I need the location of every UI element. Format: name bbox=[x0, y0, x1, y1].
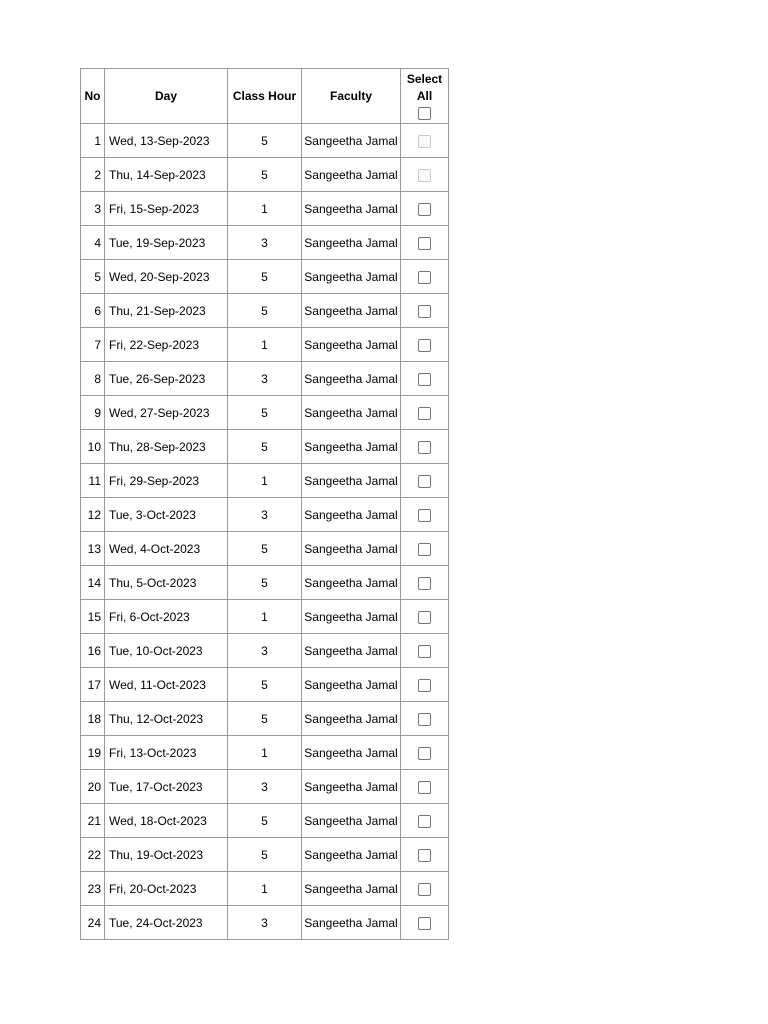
row-select-checkbox[interactable] bbox=[418, 305, 431, 318]
row-number: 22 bbox=[81, 838, 105, 872]
row-select-checkbox[interactable] bbox=[418, 781, 431, 794]
row-faculty: Sangeetha Jamal bbox=[302, 396, 401, 430]
row-select-checkbox bbox=[418, 169, 431, 182]
row-class-hour: 3 bbox=[228, 770, 302, 804]
row-class-hour: 5 bbox=[228, 158, 302, 192]
row-day: Tue, 24-Oct-2023 bbox=[105, 906, 228, 940]
row-class-hour: 1 bbox=[228, 192, 302, 226]
row-select-checkbox[interactable] bbox=[418, 611, 431, 624]
row-day: Thu, 12-Oct-2023 bbox=[105, 702, 228, 736]
row-select-checkbox[interactable] bbox=[418, 747, 431, 760]
row-day: Wed, 11-Oct-2023 bbox=[105, 668, 228, 702]
row-faculty: Sangeetha Jamal bbox=[302, 464, 401, 498]
row-class-hour: 1 bbox=[228, 328, 302, 362]
row-number: 21 bbox=[81, 804, 105, 838]
row-class-hour: 3 bbox=[228, 906, 302, 940]
row-select-checkbox[interactable] bbox=[418, 271, 431, 284]
row-select-cell bbox=[401, 430, 449, 464]
table-row bbox=[81, 498, 449, 532]
row-class-hour: 1 bbox=[228, 872, 302, 906]
row-faculty: Sangeetha Jamal bbox=[302, 872, 401, 906]
row-faculty: Sangeetha Jamal bbox=[302, 124, 401, 158]
row-number: 3 bbox=[81, 192, 105, 226]
row-select-cell bbox=[401, 838, 449, 872]
row-number: 15 bbox=[81, 600, 105, 634]
row-class-hour: 5 bbox=[228, 838, 302, 872]
row-day: Fri, 20-Oct-2023 bbox=[105, 872, 228, 906]
row-select-cell bbox=[401, 396, 449, 430]
row-number: 8 bbox=[81, 362, 105, 396]
row-faculty: Sangeetha Jamal bbox=[302, 226, 401, 260]
header-day: Day bbox=[105, 69, 228, 124]
row-number: 10 bbox=[81, 430, 105, 464]
row-select-checkbox[interactable] bbox=[418, 543, 431, 556]
row-select-checkbox[interactable] bbox=[418, 917, 431, 930]
row-number: 18 bbox=[81, 702, 105, 736]
table-row bbox=[81, 226, 449, 260]
row-day: Tue, 19-Sep-2023 bbox=[105, 226, 228, 260]
row-faculty: Sangeetha Jamal bbox=[302, 770, 401, 804]
row-select-cell bbox=[401, 634, 449, 668]
class-schedule-table bbox=[80, 68, 449, 940]
table-row bbox=[81, 804, 449, 838]
row-faculty: Sangeetha Jamal bbox=[302, 532, 401, 566]
row-faculty: Sangeetha Jamal bbox=[302, 158, 401, 192]
row-day: Wed, 20-Sep-2023 bbox=[105, 260, 228, 294]
row-select-checkbox[interactable] bbox=[418, 237, 431, 250]
row-day: Thu, 19-Oct-2023 bbox=[105, 838, 228, 872]
row-select-cell bbox=[401, 736, 449, 770]
row-day: Wed, 27-Sep-2023 bbox=[105, 396, 228, 430]
table-row bbox=[81, 872, 449, 906]
row-faculty: Sangeetha Jamal bbox=[302, 600, 401, 634]
table-row bbox=[81, 906, 449, 940]
table-row bbox=[81, 124, 449, 158]
row-day: Fri, 22-Sep-2023 bbox=[105, 328, 228, 362]
table-row bbox=[81, 668, 449, 702]
table-row bbox=[81, 430, 449, 464]
row-day: Wed, 18-Oct-2023 bbox=[105, 804, 228, 838]
select-all-label-line2: All bbox=[416, 88, 433, 103]
row-number: 24 bbox=[81, 906, 105, 940]
row-select-checkbox[interactable] bbox=[418, 373, 431, 386]
table-row bbox=[81, 634, 449, 668]
row-day: Thu, 14-Sep-2023 bbox=[105, 158, 228, 192]
row-select-cell bbox=[401, 804, 449, 838]
row-number: 5 bbox=[81, 260, 105, 294]
row-select-cell bbox=[401, 328, 449, 362]
row-select-checkbox[interactable] bbox=[418, 679, 431, 692]
row-select-cell bbox=[401, 362, 449, 396]
row-select-checkbox[interactable] bbox=[418, 713, 431, 726]
table-row bbox=[81, 566, 449, 600]
table-row bbox=[81, 328, 449, 362]
select-all-label-line1: Select bbox=[406, 71, 443, 86]
row-select-checkbox[interactable] bbox=[418, 577, 431, 590]
row-faculty: Sangeetha Jamal bbox=[302, 498, 401, 532]
row-class-hour: 5 bbox=[228, 396, 302, 430]
table-row bbox=[81, 600, 449, 634]
row-number: 1 bbox=[81, 124, 105, 158]
row-select-checkbox[interactable] bbox=[418, 815, 431, 828]
table-row bbox=[81, 770, 449, 804]
row-class-hour: 5 bbox=[228, 430, 302, 464]
row-faculty: Sangeetha Jamal bbox=[302, 566, 401, 600]
header-faculty: Faculty bbox=[302, 69, 401, 124]
row-select-checkbox[interactable] bbox=[418, 339, 431, 352]
row-day: Tue, 3-Oct-2023 bbox=[105, 498, 228, 532]
row-faculty: Sangeetha Jamal bbox=[302, 294, 401, 328]
row-select-cell bbox=[401, 702, 449, 736]
row-select-cell bbox=[401, 464, 449, 498]
row-class-hour: 5 bbox=[228, 804, 302, 838]
row-select-checkbox[interactable] bbox=[418, 407, 431, 420]
table-row bbox=[81, 158, 449, 192]
table-row bbox=[81, 736, 449, 770]
table-row bbox=[81, 702, 449, 736]
row-number: 20 bbox=[81, 770, 105, 804]
row-select-cell bbox=[401, 668, 449, 702]
table-row bbox=[81, 260, 449, 294]
row-number: 9 bbox=[81, 396, 105, 430]
row-select-cell bbox=[401, 498, 449, 532]
row-class-hour: 3 bbox=[228, 498, 302, 532]
table-row bbox=[81, 192, 449, 226]
row-faculty: Sangeetha Jamal bbox=[302, 838, 401, 872]
row-select-checkbox[interactable] bbox=[418, 645, 431, 658]
row-faculty: Sangeetha Jamal bbox=[302, 702, 401, 736]
row-number: 13 bbox=[81, 532, 105, 566]
row-faculty: Sangeetha Jamal bbox=[302, 804, 401, 838]
table-body bbox=[81, 124, 449, 940]
row-day: Thu, 5-Oct-2023 bbox=[105, 566, 228, 600]
row-class-hour: 5 bbox=[228, 260, 302, 294]
table-row bbox=[81, 838, 449, 872]
row-number: 11 bbox=[81, 464, 105, 498]
table-row bbox=[81, 294, 449, 328]
row-day: Tue, 26-Sep-2023 bbox=[105, 362, 228, 396]
table-row bbox=[81, 532, 449, 566]
row-faculty: Sangeetha Jamal bbox=[302, 906, 401, 940]
row-day: Wed, 13-Sep-2023 bbox=[105, 124, 228, 158]
row-faculty: Sangeetha Jamal bbox=[302, 328, 401, 362]
table-row bbox=[81, 464, 449, 498]
row-select-checkbox[interactable] bbox=[418, 203, 431, 216]
row-day: Tue, 10-Oct-2023 bbox=[105, 634, 228, 668]
header-class-hour: Class Hour bbox=[228, 69, 302, 124]
row-class-hour: 5 bbox=[228, 294, 302, 328]
table-row bbox=[81, 396, 449, 430]
row-select-checkbox[interactable] bbox=[418, 475, 431, 488]
row-faculty: Sangeetha Jamal bbox=[302, 362, 401, 396]
row-day: Fri, 29-Sep-2023 bbox=[105, 464, 228, 498]
row-class-hour: 5 bbox=[228, 668, 302, 702]
row-faculty: Sangeetha Jamal bbox=[302, 192, 401, 226]
row-day: Wed, 4-Oct-2023 bbox=[105, 532, 228, 566]
row-number: 17 bbox=[81, 668, 105, 702]
header-select-all bbox=[401, 69, 449, 124]
row-select-cell bbox=[401, 226, 449, 260]
row-faculty: Sangeetha Jamal bbox=[302, 668, 401, 702]
row-faculty: Sangeetha Jamal bbox=[302, 260, 401, 294]
row-select-checkbox bbox=[418, 135, 431, 148]
row-class-hour: 1 bbox=[228, 600, 302, 634]
row-faculty: Sangeetha Jamal bbox=[302, 634, 401, 668]
row-number: 16 bbox=[81, 634, 105, 668]
row-day: Fri, 13-Oct-2023 bbox=[105, 736, 228, 770]
row-select-cell bbox=[401, 532, 449, 566]
row-day: Thu, 28-Sep-2023 bbox=[105, 430, 228, 464]
row-class-hour: 3 bbox=[228, 226, 302, 260]
table-header-row bbox=[81, 69, 449, 124]
row-select-cell bbox=[401, 600, 449, 634]
row-select-cell bbox=[401, 158, 449, 192]
row-select-cell bbox=[401, 124, 449, 158]
row-number: 19 bbox=[81, 736, 105, 770]
row-day: Tue, 17-Oct-2023 bbox=[105, 770, 228, 804]
row-class-hour: 3 bbox=[228, 634, 302, 668]
row-select-checkbox[interactable] bbox=[418, 883, 431, 896]
header-no: No bbox=[81, 69, 105, 124]
row-number: 4 bbox=[81, 226, 105, 260]
row-select-cell bbox=[401, 906, 449, 940]
row-faculty: Sangeetha Jamal bbox=[302, 430, 401, 464]
row-select-cell bbox=[401, 872, 449, 906]
row-class-hour: 5 bbox=[228, 124, 302, 158]
row-select-checkbox[interactable] bbox=[418, 849, 431, 862]
row-number: 2 bbox=[81, 158, 105, 192]
row-day: Thu, 21-Sep-2023 bbox=[105, 294, 228, 328]
row-select-checkbox[interactable] bbox=[418, 509, 431, 522]
row-number: 12 bbox=[81, 498, 105, 532]
row-class-hour: 5 bbox=[228, 566, 302, 600]
row-select-checkbox[interactable] bbox=[418, 441, 431, 454]
row-class-hour: 5 bbox=[228, 532, 302, 566]
row-select-cell bbox=[401, 260, 449, 294]
row-day: Fri, 15-Sep-2023 bbox=[105, 192, 228, 226]
select-all-checkbox[interactable] bbox=[418, 107, 431, 120]
row-class-hour: 1 bbox=[228, 736, 302, 770]
row-faculty: Sangeetha Jamal bbox=[302, 736, 401, 770]
row-number: 7 bbox=[81, 328, 105, 362]
row-select-cell bbox=[401, 566, 449, 600]
row-select-cell bbox=[401, 770, 449, 804]
table-row bbox=[81, 362, 449, 396]
row-number: 6 bbox=[81, 294, 105, 328]
row-class-hour: 1 bbox=[228, 464, 302, 498]
row-select-cell bbox=[401, 294, 449, 328]
row-number: 23 bbox=[81, 872, 105, 906]
row-day: Fri, 6-Oct-2023 bbox=[105, 600, 228, 634]
row-class-hour: 5 bbox=[228, 702, 302, 736]
row-select-cell bbox=[401, 192, 449, 226]
row-class-hour: 3 bbox=[228, 362, 302, 396]
row-number: 14 bbox=[81, 566, 105, 600]
